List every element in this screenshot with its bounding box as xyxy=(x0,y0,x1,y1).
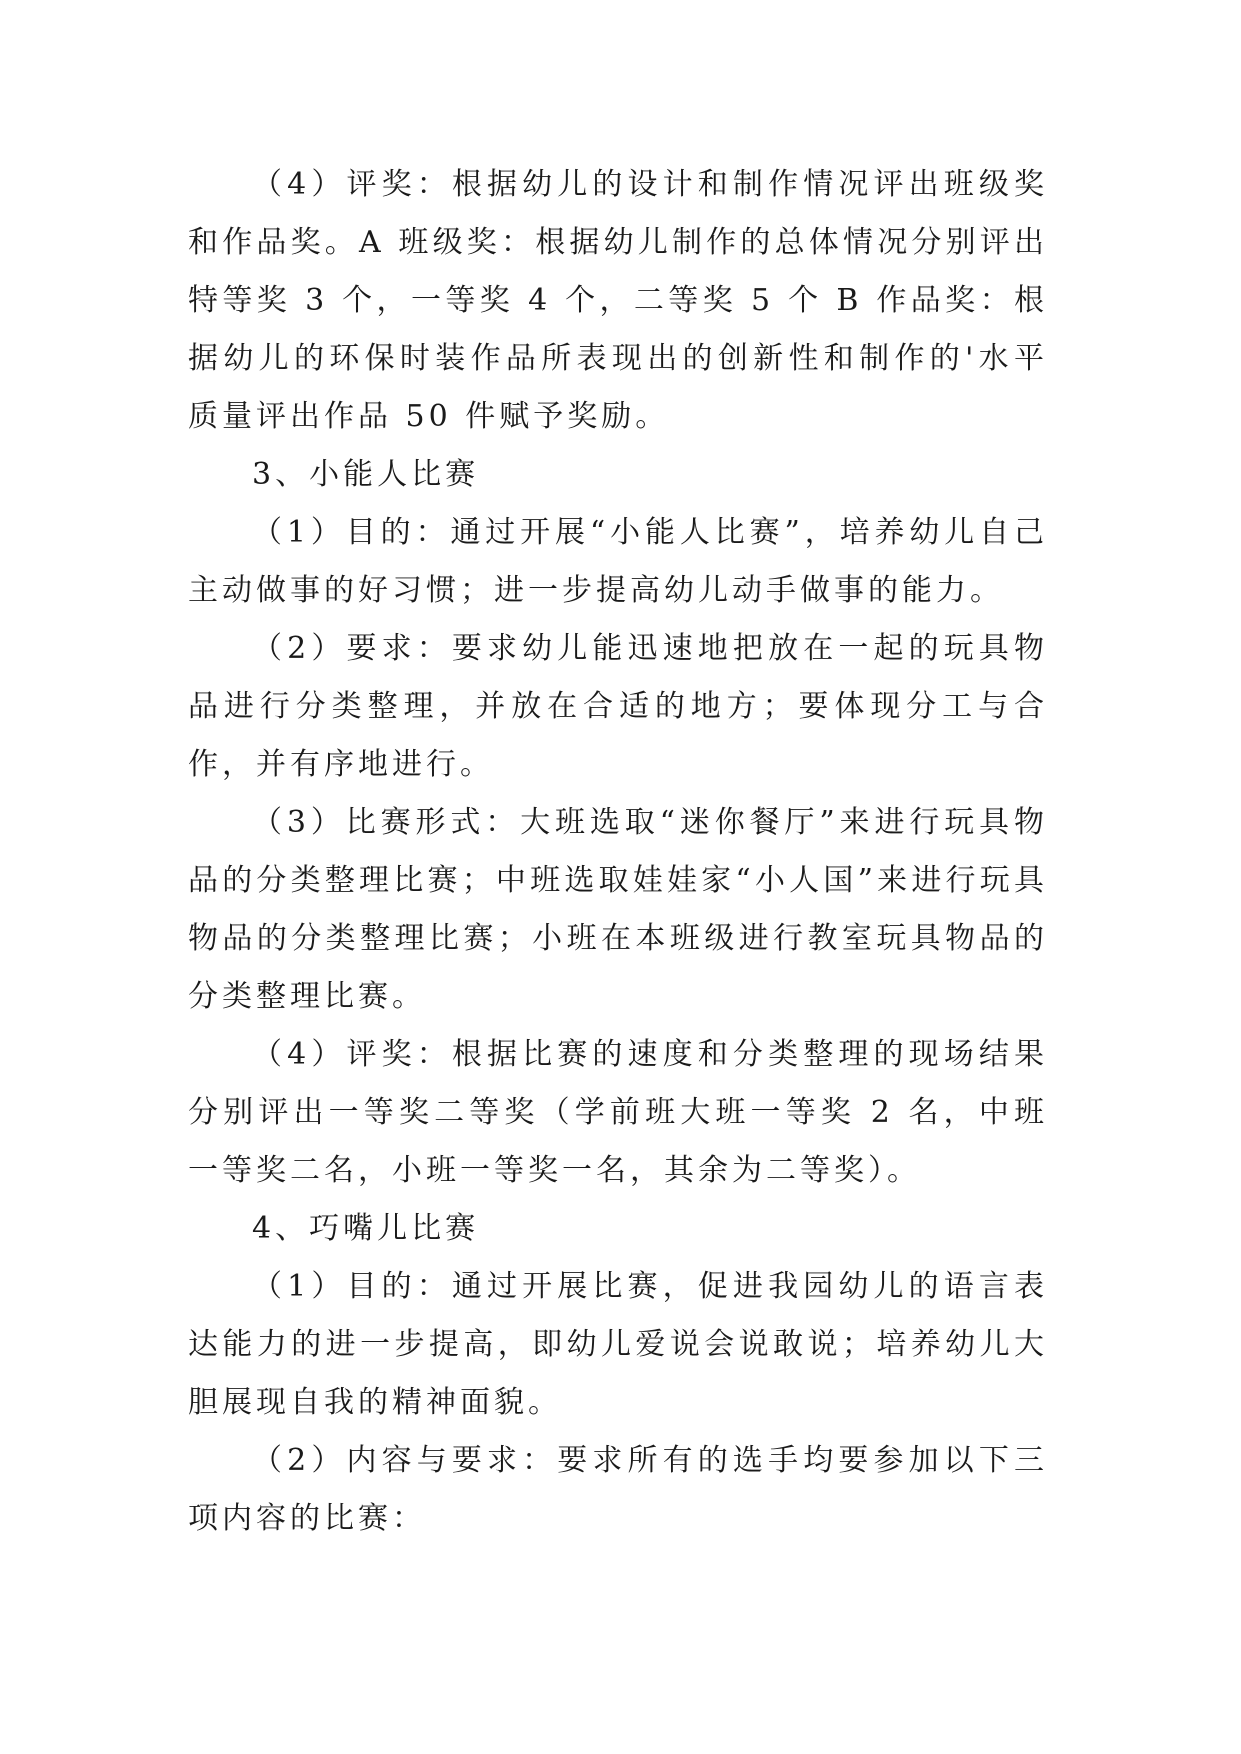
paragraph-format-capable: （3）比赛形式：大班选取“迷你餐厅”来进行玩具物品的分类整理比赛；中班选取娃娃家“小人国”来进行玩具物品的分类整理比赛；小班在本班级进行教室玩具物品的分类整理比赛。 xyxy=(188,805,1048,1014)
paragraph-awards-design: （4）评奖：根据幼儿的设计和制作情况评出班级奖和作品奖。A 班级奖：根据幼儿制作的总体情况分别评出特等奖 3 个，一等奖 4 个，二等奖 5 个 B 作品奖：根据幼儿的环保时装作品所表现出的创新性和制作的'水平质量评出作品 50 件赋予奖励。 xyxy=(188,167,1048,434)
document-page xyxy=(188,156,1048,1548)
paragraph-awards-capable: （4）评奖：根据比赛的速度和分类整理的现场结果分别评出一等奖二等奖（学前班大班一等奖 2 名，中班一等奖二名，小班一等奖一名，其余为二等奖）。 xyxy=(188,1037,1048,1188)
paragraph-requirements-capable: （2）要求：要求幼儿能迅速地把放在一起的玩具物品进行分类整理，并放在合适的地方；要体现分工与合作，并有序地进行。 xyxy=(188,631,1048,782)
paragraph-purpose-capable: （1）目的：通过开展“小能人比赛”，培养幼儿自己主动做事的好习惯；进一步提高幼儿动手做事的能力。 xyxy=(188,515,1048,608)
section-heading-little-capable: 3、小能人比赛 xyxy=(252,457,480,492)
paragraph-content-eloquence: （2）内容与要求：要求所有的选手均要参加以下三项内容的比赛： xyxy=(188,1443,1048,1536)
paragraph-purpose-eloquence: （1）目的：通过开展比赛，促进我园幼儿的语言表达能力的进一步提高，即幼儿爱说会说敢说；培养幼儿大胆展现自我的精神面貌。 xyxy=(188,1269,1048,1420)
section-heading-eloquence: 4、巧嘴儿比赛 xyxy=(252,1211,480,1246)
